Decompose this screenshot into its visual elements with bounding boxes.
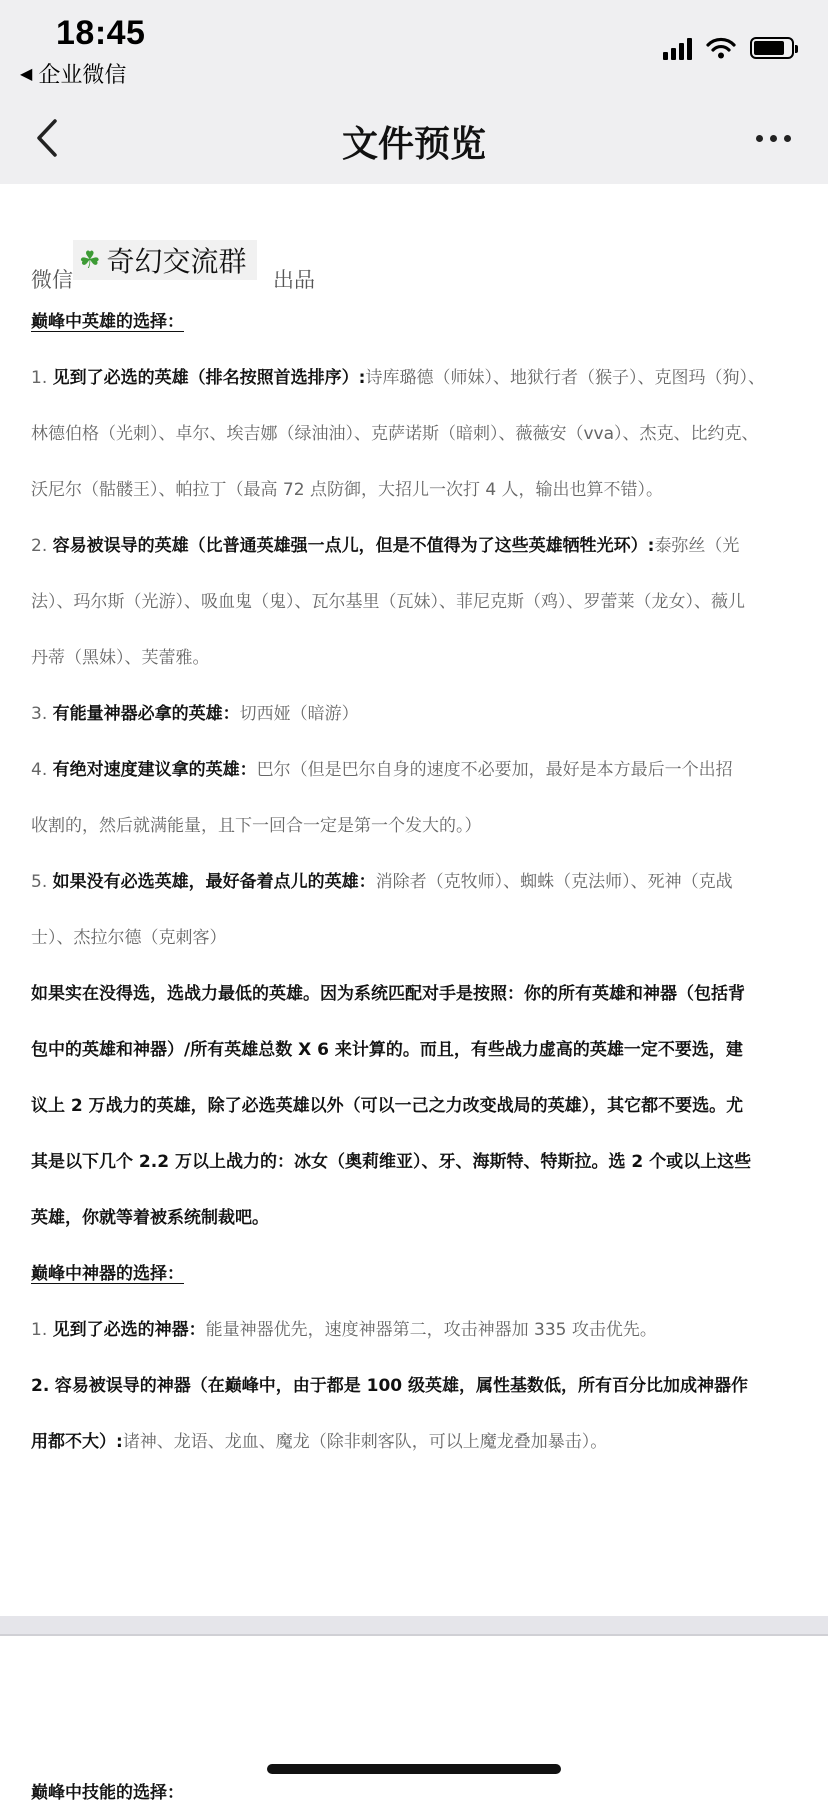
artifact-item-2-line-2: 用都不大）:诸神、龙语、龙血、魔龙（除非刺客队，可以上魔龙叠加暴击）。 (31, 1432, 608, 1452)
next-page-heading: 巅峰中技能的选择： (31, 1783, 184, 1803)
hero-item-3: 3. 有能量神器必拿的英雄：切西娅（暗游） (31, 704, 359, 724)
hero-item-2: 2. 容易被误导的英雄（比普通英雄强一点儿，但是不值得为了这些英雄牺牲光环）:泰弥丝（光 (31, 536, 740, 556)
hero-item-1: 1. 见到了必选的英雄（排名按照首选排序）:诗库璐德（师妹）、地狱行者（猴子）、克图玛（狗）、 (31, 368, 765, 388)
source-suffix: 出品 (273, 268, 315, 292)
back-triangle-icon: ◀ (20, 64, 33, 83)
hero-item-5-line-2: 士）、杰拉尔德（克刺客） (31, 928, 227, 948)
status-icons (663, 36, 794, 60)
status-time: 18:45 (56, 14, 146, 52)
advice-paragraph-line-1: 如果实在没得选，选战力最低的英雄。因为系统匹配对手是按照：你的所有英雄和神器（包括背 (31, 984, 745, 1004)
hero-item-1-line-3: 沃尼尔（骷髅王）、帕拉丁（最高 72 点防御，大招儿一次打 4 人，输出也算不错）。 (31, 480, 664, 500)
hero-item-4: 4. 有绝对速度建议拿的英雄：巴尔（但是巴尔自身的速度不必要加，最好是本方最后一个出招 (31, 760, 733, 780)
battery-icon (750, 37, 794, 59)
hero-item-4-line-2: 收割的，然后就满能量，且下一回合一定是第一个发大的。） (31, 816, 482, 836)
page-separator (0, 1616, 828, 1636)
home-indicator[interactable] (267, 1764, 561, 1774)
nav-bar (0, 92, 828, 184)
artifacts-heading: 巅峰中神器的选择： (31, 1264, 184, 1284)
artifact-item-2: 2. 容易被误导的神器（在巅峰中，由于都是 100 级英雄，属性基数低，所有百分比加成神器作 (31, 1376, 749, 1396)
more-options-button[interactable] (748, 120, 798, 156)
source-group-name: 奇幻交流群 (106, 245, 247, 278)
artifact-item-1: 1. 见到了必选的神器：能量神器优先，速度神器第二，攻击神器加 335 攻击优先。 (31, 1320, 657, 1340)
clover-icon: ☘ (79, 246, 101, 274)
heroes-heading: 巅峰中英雄的选择： (31, 312, 184, 332)
source-prefix: 微信 (31, 268, 73, 292)
advice-paragraph-line-2: 包中的英雄和神器）/所有英雄总数 X 6 来计算的。而且，有些战力虚高的英雄一定不要选，建 (31, 1040, 743, 1060)
wifi-icon (706, 37, 736, 59)
hero-item-2-line-3: 丹蒂（黑妹）、芙蕾雅。 (31, 648, 210, 668)
advice-paragraph-line-5: 英雄，你就等着被系统制裁吧。 (31, 1208, 269, 1228)
more-dots-icon (756, 135, 763, 142)
signal-icon (663, 36, 692, 60)
hero-item-1-line-2: 林德伯格（光刺）、卓尔、埃吉娜（绿油油）、克萨诺斯（暗刺）、薇薇安（vva）、杰克、比约克、 (31, 424, 759, 444)
page-title: 文件预览 (341, 124, 486, 165)
hero-item-2-line-2: 法）、玛尔斯（光游）、吸血鬼（鬼）、瓦尔基里（瓦妹）、菲尼克斯（鸡）、罗蕾莱（龙女）、薇儿 (31, 592, 745, 612)
hero-item-5: 5. 如果没有必选英雄，最好备着点儿的英雄：消除者（克牧师）、蜘蛛（克法师）、死神（克战 (31, 872, 733, 892)
advice-paragraph-line-4: 其是以下几个 2.2 万以上战力的：冰女（奥莉维亚）、牙、海斯特、特斯拉。选 2 个或以上这些 (31, 1152, 752, 1172)
source-group-tag (73, 240, 257, 280)
advice-paragraph-line-3: 议上 2 万战力的英雄，除了必选英雄以外（可以一己之力改变战局的英雄），其它都不要选。尤 (31, 1096, 744, 1116)
back-to-app-button[interactable] (20, 58, 126, 89)
status-bar (0, 0, 828, 92)
back-app-label: 企业微信 (38, 63, 127, 88)
